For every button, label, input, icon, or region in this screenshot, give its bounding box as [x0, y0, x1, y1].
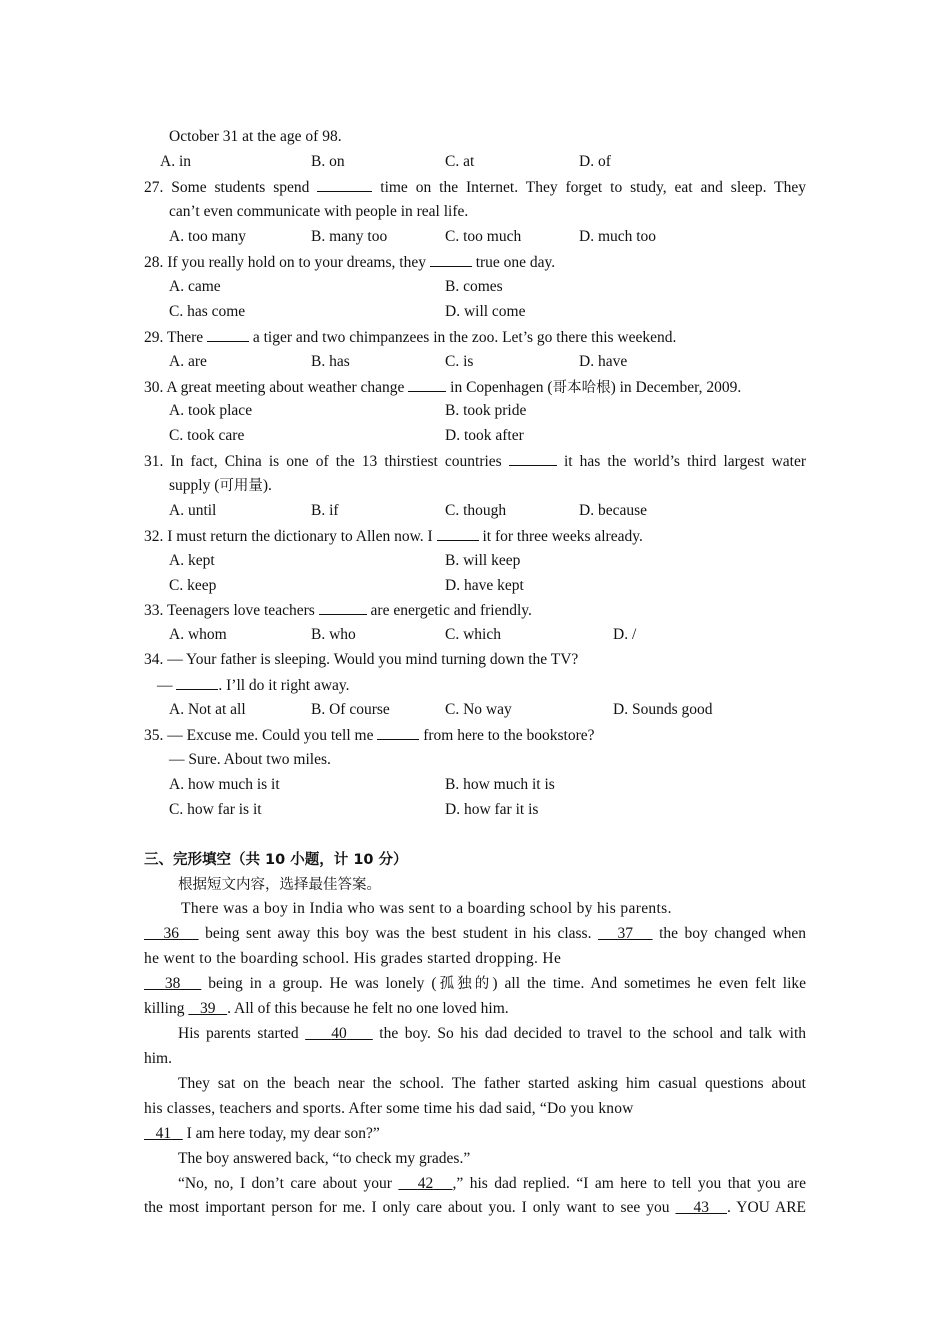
q31-option-b: B. if — [311, 502, 339, 519]
passage-line-2 — [144, 924, 806, 944]
passage-line-7: him. — [144, 1050, 172, 1067]
q34-dash: — — [157, 677, 173, 694]
passage-line-2b: the boy changed when — [659, 925, 807, 942]
q35-option-a: A. how much is it — [169, 776, 280, 793]
q27-stem-line2: can’t even communicate with people in real life. — [169, 203, 469, 220]
q27-option-c: C. too much — [445, 228, 522, 245]
q33-option-c: C. which — [445, 626, 501, 643]
q30-chinese-gloss: 哥本哈根 — [552, 380, 611, 396]
q34-option-c: C. No way — [445, 701, 512, 718]
passage-line-6a: His parents started — [178, 1025, 299, 1042]
passage-line-3: he went to the boarding school. His grades started dropping. He — [144, 950, 562, 967]
q31-stem-line2a: supply ( — [169, 477, 220, 494]
q27-option-d: D. much too — [579, 228, 657, 245]
blank-40: 40 — [331, 1025, 347, 1042]
q34-option-d: D. Sounds good — [613, 701, 713, 718]
blank-43: 43 — [693, 1199, 709, 1216]
q29-stem-post: a tiger and two chimpanzees in the zoo. Let’s go there this weekend. — [252, 329, 677, 346]
passage-line-9: his classes, teachers and sports. After some time his dad said, “Do you know — [144, 1100, 634, 1117]
q31-option-a: A. until — [169, 502, 217, 519]
q29-blank — [207, 327, 249, 342]
passage-line-4 — [144, 974, 806, 994]
passage-line-8: They sat on the beach near the school. The father started asking him casual questions about — [178, 1075, 806, 1092]
passage-line-1: There was a boy in India who was sent to a boarding school by his parents. — [181, 900, 672, 917]
blank-42: 42 — [417, 1175, 434, 1192]
q34-blank — [176, 675, 218, 690]
blank-39: 39 — [199, 1000, 216, 1017]
q32-stem — [144, 526, 643, 547]
q26-option-a: A. in — [160, 153, 191, 170]
q33-option-b: B. who — [311, 626, 356, 643]
q32-stem-post: it for three weeks already. — [482, 528, 643, 545]
q34-option-a: A. Not at all — [169, 701, 246, 718]
q31-stem-pre: 31. In fact, China is one of the 13 thirstiest countries — [144, 453, 502, 470]
q30-stem-post2: ) in December, 2009. — [610, 379, 742, 396]
passage-line-10-text: I am here today, my dear son?” — [186, 1125, 380, 1142]
passage-line-13b: . YOU ARE — [727, 1199, 807, 1216]
q28-blank — [430, 252, 472, 267]
q27-stem-post: time on the Internet. They forget to study, eat and sleep. They — [380, 179, 806, 196]
q35-stem — [144, 725, 595, 746]
q28-stem-post: true one day. — [475, 254, 556, 271]
passage-line-12a: “No, no, I don’t care about your — [178, 1175, 392, 1192]
q34-option-b: B. Of course — [311, 701, 390, 718]
section3-instruction: 根据短文内容，选择最佳答案。 — [178, 877, 381, 893]
q33-stem-post: are energetic and friendly. — [370, 602, 532, 619]
q27-stem-pre: 27. Some students spend — [144, 179, 310, 196]
section3-heading: 三、完形填空（共 10 小题，计 10 分） — [144, 852, 408, 868]
q32-blank — [437, 526, 479, 541]
q32-option-b: B. will keep — [445, 552, 521, 569]
q28-option-c: C. has come — [169, 303, 246, 320]
q26-option-d: D. of — [579, 153, 611, 170]
q26-continuation: October 31 at the age of 98. — [169, 128, 342, 145]
q30-option-a: A. took place — [169, 402, 253, 419]
q32-option-c: C. keep — [169, 577, 217, 594]
q30-option-b: B. took pride — [445, 402, 527, 419]
passage-line-13 — [144, 1198, 806, 1218]
q33-blank — [319, 600, 367, 615]
q33-stem — [144, 600, 532, 621]
q31-option-d: D. because — [579, 502, 647, 519]
blank-37: 37 — [617, 925, 634, 942]
q35-option-b: B. how much it is — [445, 776, 555, 793]
q26-option-c: C. at — [445, 153, 475, 170]
q34-stem-line1: 34. — Your father is sleeping. Would you mind turning down the TV? — [144, 651, 579, 668]
q33-option-d: D. / — [613, 626, 637, 643]
passage-line-5a: killing — [144, 1000, 185, 1017]
passage-chinese-gloss: 孤独的 — [436, 976, 493, 992]
q28-option-b: B. comes — [445, 278, 503, 295]
q26-option-b: B. on — [311, 153, 345, 170]
q29-stem — [144, 327, 676, 348]
q28-option-d: D. will come — [445, 303, 526, 320]
q31-chinese-gloss: 可用量 — [219, 478, 263, 494]
passage-line-12 — [178, 1174, 806, 1194]
q29-option-b: B. has — [311, 353, 350, 370]
q33-option-a: A. whom — [169, 626, 227, 643]
passage-line-2a: being sent away this boy was the best student in his class. — [205, 925, 592, 942]
q35-option-c: C. how far is it — [169, 801, 262, 818]
q31-option-c: C. though — [445, 502, 507, 519]
q31-stem-post: it has the world’s third largest water — [563, 453, 806, 470]
passage-line-6b: the boy. So his dad decided to travel to the school and talk with — [379, 1025, 807, 1042]
q27-option-b: B. many too — [311, 228, 388, 245]
q35-stem-line2: — Sure. About two miles. — [169, 751, 331, 768]
q35-stem-pre: 35. — Excuse me. Could you tell me — [144, 727, 374, 744]
q30-option-c: C. took care — [169, 427, 245, 444]
q30-stem-post1: in Copenhagen ( — [450, 379, 553, 396]
q32-option-d: D. have kept — [445, 577, 524, 594]
q28-option-a: A. came — [169, 278, 221, 295]
passage-line-12b: ,” his dad replied. “I am here to tell you that you are — [452, 1175, 807, 1192]
passage-line-11: The boy answered back, “to check my grades.” — [178, 1150, 471, 1167]
q32-option-a: A. kept — [169, 552, 215, 569]
passage-line-6 — [178, 1024, 806, 1044]
q30-stem-pre: 30. A great meeting about weather change — [144, 379, 405, 396]
q30-blank — [408, 377, 446, 392]
q31-stem-line2 — [169, 476, 272, 496]
q35-blank — [377, 725, 419, 740]
passage-line-4a: being in a group. He was lonely ( — [208, 975, 437, 992]
q29-option-c: C. is — [445, 353, 474, 370]
q27-option-a: A. too many — [169, 228, 247, 245]
q31-stem-line2b: ). — [262, 477, 272, 494]
q33-stem-pre: 33. Teenagers love teachers — [144, 602, 315, 619]
blank-36: 36 — [163, 925, 180, 942]
q35-option-d: D. how far it is — [445, 801, 539, 818]
q34-stem-line2 — [157, 675, 350, 696]
q34-stem-post: . I’ll do it right away. — [218, 677, 350, 694]
q35-stem-post: from here to the bookstore? — [423, 727, 595, 744]
blank-41: 41 — [155, 1125, 172, 1142]
q28-stem — [144, 252, 555, 273]
passage-line-5b: . All of this because he felt no one loved him. — [227, 1000, 509, 1017]
q31-blank — [509, 451, 557, 466]
passage-line-13a: the most important person for me. I only care about you. I only want to see you — [144, 1199, 670, 1216]
q32-stem-pre: 32. I must return the dictionary to Allen now. I — [144, 528, 433, 545]
q30-stem — [144, 377, 741, 398]
q27-stem-line1 — [144, 177, 806, 198]
passage-line-10 — [144, 1124, 380, 1144]
blank-38: 38 — [164, 975, 181, 992]
passage-line-5 — [144, 999, 509, 1019]
q27-blank — [317, 177, 372, 192]
passage-line-4b: ) all the time. And sometimes he even felt like — [492, 975, 807, 992]
q29-option-d: D. have — [579, 353, 628, 370]
q30-option-d: D. took after — [445, 427, 524, 444]
q29-stem-pre: 29. There — [144, 329, 204, 346]
q31-stem-line1 — [144, 451, 806, 472]
q28-stem-pre: 28. If you really hold on to your dreams, they — [144, 254, 426, 271]
q29-option-a: A. are — [169, 353, 207, 370]
